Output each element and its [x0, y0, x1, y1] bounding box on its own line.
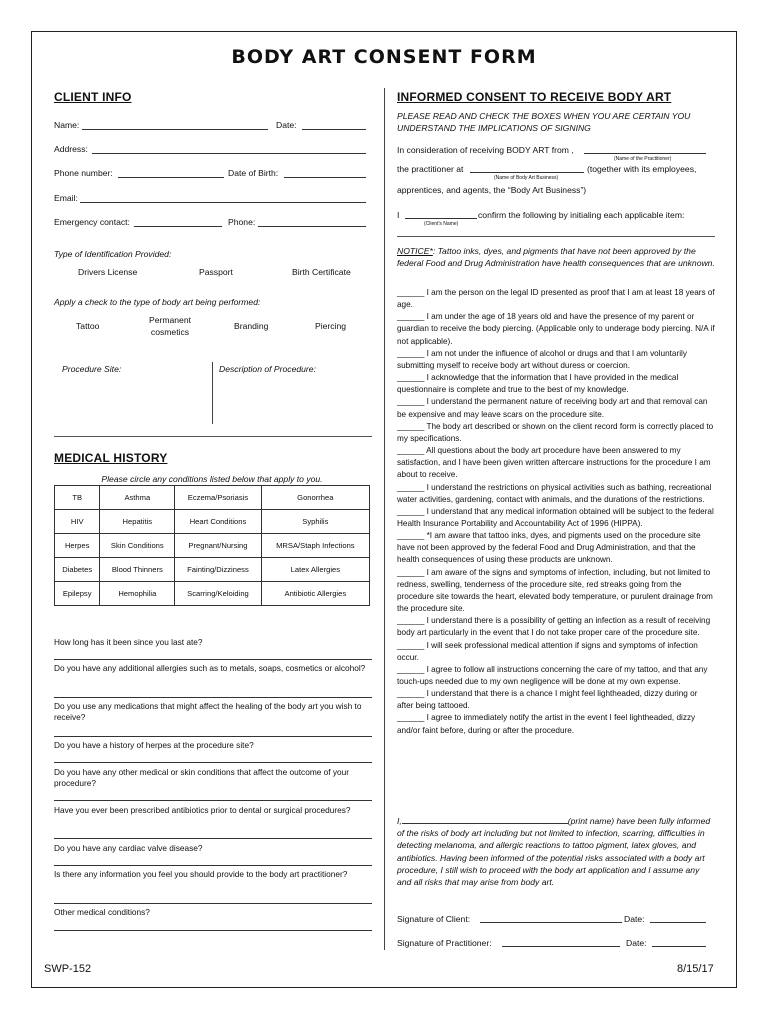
- question-antibiotics: Have you ever been prescribed antibiotics prior to dental or surgical procedures?: [54, 805, 351, 815]
- client-signature-date-field[interactable]: [650, 922, 706, 923]
- consent-clause: [397, 615, 715, 639]
- closing-paragraph: [397, 815, 715, 888]
- form-title: BODY ART CONSENT FORM: [231, 46, 537, 68]
- condition-cell[interactable]: Gonorrhea: [261, 486, 369, 510]
- consent-intro-line2: the practitioner at: [397, 164, 464, 174]
- answer-line[interactable]: [54, 762, 372, 763]
- form-id: SWP-152: [44, 963, 92, 975]
- initial-blank[interactable]: ______: [397, 506, 425, 516]
- initial-blank[interactable]: ______: [397, 373, 425, 383]
- practitioner-signature-date-field[interactable]: [652, 946, 706, 947]
- art-option-permanent-cosmetics[interactable]: Permanent cosmetics: [148, 315, 192, 338]
- table-row: [55, 582, 370, 606]
- practitioner-name-note: (Name of the Practitioner): [614, 156, 672, 162]
- notice-label: NOTICE*: [397, 246, 433, 256]
- clause-text: I understand that any medical information obtained will be subject to the federal Health Insurance Portability and Accountability Act of 1996 (HIPPA).: [397, 506, 717, 528]
- answer-line[interactable]: [54, 930, 372, 931]
- condition-cell[interactable]: Epilepsy: [55, 582, 100, 606]
- art-type-prompt: Apply a check to the type of body art being performed:: [54, 297, 261, 307]
- question-other-conditions: Do you have any other medical or skin conditions that affect the outcome of your procedure?: [54, 767, 350, 789]
- id-option-drivers-license[interactable]: Drivers License: [78, 267, 138, 277]
- medical-history-heading: MEDICAL HISTORY: [54, 451, 168, 465]
- table-row: [55, 558, 370, 582]
- consent-clause: [397, 482, 715, 506]
- condition-cell[interactable]: Eczema/Psoriasis: [175, 486, 261, 510]
- answer-line[interactable]: [54, 903, 372, 904]
- answer-line[interactable]: [54, 659, 372, 660]
- consent-clause: [397, 640, 715, 664]
- table-row: [55, 486, 370, 510]
- practitioner-signature-label: Signature of Practitioner:: [397, 938, 492, 948]
- clause-text: I understand that there is a chance I might feel lightheaded, dizzy during or after being tattooed.: [397, 689, 700, 711]
- consent-clause: [397, 372, 715, 396]
- conditions-table: [54, 485, 370, 606]
- client-info-heading: CLIENT INFO: [54, 90, 132, 104]
- condition-cell[interactable]: Syphilis: [261, 510, 369, 534]
- clause-text: I will seek professional medical attention if signs and symptoms of infection occur.: [397, 640, 701, 662]
- print-name-field[interactable]: [402, 815, 568, 824]
- table-row: [55, 534, 370, 558]
- question-cardiac: Do you have any cardiac valve disease?: [54, 843, 203, 853]
- practitioner-signature-field[interactable]: [502, 946, 620, 947]
- initial-blank[interactable]: ______: [397, 664, 425, 674]
- condition-cell[interactable]: Diabetes: [55, 558, 100, 582]
- confirm-prefix: I: [397, 210, 400, 220]
- condition-cell[interactable]: Skin Conditions: [100, 534, 175, 558]
- dob-field[interactable]: [284, 177, 366, 178]
- initial-blank[interactable]: ______: [397, 421, 425, 431]
- notice-paragraph: [397, 245, 715, 269]
- initial-blank[interactable]: ______: [397, 288, 425, 297]
- date-field[interactable]: [302, 129, 366, 130]
- column-divider: [384, 88, 385, 950]
- answer-line[interactable]: [54, 838, 372, 839]
- consent-clause: [397, 348, 715, 372]
- condition-cell[interactable]: Fainting/Dizziness: [175, 558, 261, 582]
- consent-clause: [397, 287, 715, 311]
- emergency-contact-label: Emergency contact:: [54, 217, 130, 227]
- id-option-birth-certificate[interactable]: Birth Certificate: [292, 267, 351, 277]
- condition-cell[interactable]: Asthma: [100, 486, 175, 510]
- consent-intro-line2-end: (together with its employees,: [587, 164, 697, 174]
- dob-label: Date of Birth:: [228, 168, 279, 178]
- clause-text: I am aware of the signs and symptoms of infection, including, but not limited to redness, swelling, tenderness of the procedure site, red streaks going from the procedure site towards the heart, elevated body temperature, or purulent drainage from the procedure site.: [397, 567, 716, 614]
- consent-clauses: [397, 287, 715, 737]
- condition-cell[interactable]: Pregnant/Nursing: [175, 534, 261, 558]
- emergency-phone-label: Phone:: [228, 217, 256, 227]
- business-name-field[interactable]: [470, 172, 584, 173]
- consent-clause: [397, 311, 715, 347]
- initial-blank[interactable]: ______: [397, 348, 425, 358]
- practitioner-name-field[interactable]: [584, 153, 706, 154]
- form-date: 8/15/17: [677, 963, 714, 975]
- clause-text: I agree to follow all instructions concerning the care of my tattoo, and that any touch-ups needed due to my own negligence will be done at my own expense.: [397, 664, 710, 686]
- clause-text: I acknowledge that the information that I have provided in the medical questionnaire is complete and true to the best of my knowledge.: [397, 373, 681, 395]
- condition-cell[interactable]: TB: [55, 486, 100, 510]
- procedure-divider: [212, 362, 213, 424]
- client-signature-field[interactable]: [480, 922, 622, 923]
- phone-field[interactable]: [118, 177, 224, 178]
- condition-cell[interactable]: Herpes: [55, 534, 100, 558]
- consent-intro-line3: apprentices, and agents, the “Body Art Business”): [397, 185, 587, 195]
- client-signature-label: Signature of Client:: [397, 914, 471, 924]
- clause-text: I understand the restrictions on physical activities such as bathing, recreational water activities, gardening, contact with animals, and the durations of the restrictions.: [397, 482, 714, 504]
- clause-text: *I am aware that tattoo inks, dyes, and pigments used on the procedure site have not been approved by the federal Food and Drug Administration, and that the health consequences of using these products are unknown.: [397, 531, 703, 565]
- practitioner-signature-date-label: Date:: [626, 938, 647, 948]
- notice-text: : Tattoo inks, dyes, and pigments that have not been approved by the federal Food and Drug Administration have health consequences that are unknown.: [397, 246, 715, 269]
- emergency-contact-field[interactable]: [134, 226, 222, 227]
- condition-cell[interactable]: MRSA/Staph Infections: [261, 534, 369, 558]
- phone-label: Phone number:: [54, 168, 113, 178]
- clause-text: I agree to immediately notify the artist in the event I feel lightheaded, dizzy and/or faint before, during or after the procedure.: [397, 713, 698, 735]
- question-allergies: Do you have any additional allergies such as to metals, soaps, cosmetics or alcohol?: [54, 663, 366, 673]
- business-name-note: (Name of Body Art Business): [494, 175, 559, 181]
- table-row: [55, 510, 370, 534]
- client-name-note: (Client's Name): [424, 221, 459, 227]
- answer-line[interactable]: [54, 697, 372, 698]
- client-signature-date-label: Date:: [624, 914, 645, 924]
- initial-blank[interactable]: ______: [397, 713, 425, 723]
- consent-divider: [397, 236, 715, 237]
- initial-blank[interactable]: ______: [397, 567, 425, 577]
- consent-clause: [397, 567, 715, 616]
- initial-blank[interactable]: ______: [397, 482, 425, 492]
- email-field[interactable]: [80, 202, 366, 203]
- condition-cell[interactable]: HIV: [55, 510, 100, 534]
- question-other-medical: Other medical conditions?: [54, 907, 150, 917]
- clause-text: I am the person on the legal ID presented as proof that I am at least 18 years of age.: [397, 288, 717, 310]
- consent-clause: [397, 506, 715, 530]
- answer-line[interactable]: [54, 865, 372, 866]
- consent-clause: [397, 445, 715, 481]
- clause-text: I am under the age of 18 years old and have the presence of my parent or guardian to receive the body piercing. (Applicable only to underage body piercing. N/A if not applicable).: [397, 312, 717, 346]
- condition-cell[interactable]: Antibiotic Allergies: [261, 582, 369, 606]
- name-field[interactable]: [82, 129, 268, 130]
- condition-cell[interactable]: Hepatitis: [100, 510, 175, 534]
- condition-cell[interactable]: Scarring/Keloiding: [175, 582, 261, 606]
- initial-blank[interactable]: ______: [397, 446, 425, 456]
- condition-cell[interactable]: Blood Thinners: [100, 558, 175, 582]
- consent-clause: [397, 421, 715, 445]
- initial-blank[interactable]: ______: [397, 616, 425, 626]
- consent-clause: [397, 688, 715, 712]
- closing-prefix: I,: [397, 816, 402, 826]
- art-option-piercing[interactable]: Piercing: [315, 321, 347, 331]
- art-option-tattoo[interactable]: Tattoo: [76, 321, 100, 331]
- consent-heading: INFORMED CONSENT TO RECEIVE BODY ART: [397, 90, 672, 104]
- question-herpes: Do you have a history of herpes at the procedure site?: [54, 740, 254, 750]
- condition-cell[interactable]: Latex Allergies: [261, 558, 369, 582]
- address-label: Address:: [54, 144, 88, 154]
- medical-instruction: Please circle any conditions listed below that apply to you.: [101, 474, 323, 484]
- consent-instruction: PLEASE READ AND CHECK THE BOXES WHEN YOU ARE CERTAIN YOU UNDERSTAND THE IMPLICATIONS OF SIGNING: [397, 111, 691, 134]
- section-divider: [54, 436, 372, 437]
- condition-cell[interactable]: Hemophilia: [100, 582, 175, 606]
- id-type-prompt: Type of Identification Provided:: [54, 249, 172, 259]
- consent-clause: [397, 664, 715, 688]
- answer-line[interactable]: [54, 736, 372, 737]
- initial-blank[interactable]: ______: [397, 312, 425, 322]
- answer-line[interactable]: [54, 800, 372, 801]
- clause-text: I understand the permanent nature of receiving body art and that removal can be expensive and may leave scars on the procedure site.: [397, 397, 710, 419]
- initial-blank[interactable]: ______: [397, 640, 425, 650]
- procedure-site-label: Procedure Site:: [62, 364, 122, 374]
- art-option-branding[interactable]: Branding: [234, 321, 269, 331]
- condition-cell[interactable]: Heart Conditions: [175, 510, 261, 534]
- consent-clause: [397, 396, 715, 420]
- address-field[interactable]: [92, 153, 366, 154]
- initial-blank[interactable]: ______: [397, 531, 425, 541]
- clause-text: The body art described or shown on the client record form is correctly placed to my specifications.: [397, 421, 716, 443]
- clause-text: I understand there is a possibility of getting an infection as a result of receiving body art particularly in the event that I do not take proper care of the procedure site.: [397, 616, 713, 638]
- clause-text: I am not under the influence of alcohol or drugs and that I am voluntarily submitting myself to receive body art without duress or coercion.: [397, 348, 690, 370]
- consent-clause: [397, 712, 715, 736]
- initial-blank[interactable]: ______: [397, 689, 425, 699]
- clause-text: All questions about the body art procedure have been answered to my satisfaction, and I have been given written aftercare instructions for the procedure I am about to receive.: [397, 446, 713, 480]
- closing-text: (print name) have been fully informed of the risks of body art including but not limited to infection, scarring, difficulties in detecting melanoma, and allergic reactions to tattoo pigment, latex gloves, and antibiotics. Having been informed of the potential risks associated with a body art procedure, I still wish to proceed with the body art application and I assume any and all risks that may arise from body art.: [397, 816, 711, 888]
- initial-blank[interactable]: ______: [397, 397, 425, 407]
- client-name-field[interactable]: [405, 218, 477, 219]
- question-last-ate: How long has it been since you last ate?: [54, 637, 203, 647]
- question-medications: Do you use any medications that might affect the healing of the body art you wish to receive?: [54, 701, 362, 723]
- id-option-passport[interactable]: Passport: [199, 267, 233, 277]
- consent-intro-line1: In consideration of receiving BODY ART from ,: [397, 145, 574, 155]
- name-label: Name:: [54, 120, 80, 130]
- email-label: Email:: [54, 193, 78, 203]
- confirm-text: confirm the following by initialing each applicable item:: [478, 210, 685, 220]
- emergency-phone-field[interactable]: [258, 226, 366, 227]
- procedure-description-label: Description of Procedure:: [219, 364, 316, 374]
- question-practitioner-info: Is there any information you feel you should provide to the body art practitioner?: [54, 869, 348, 879]
- date-label: Date:: [276, 120, 297, 130]
- consent-clause: [397, 530, 715, 566]
